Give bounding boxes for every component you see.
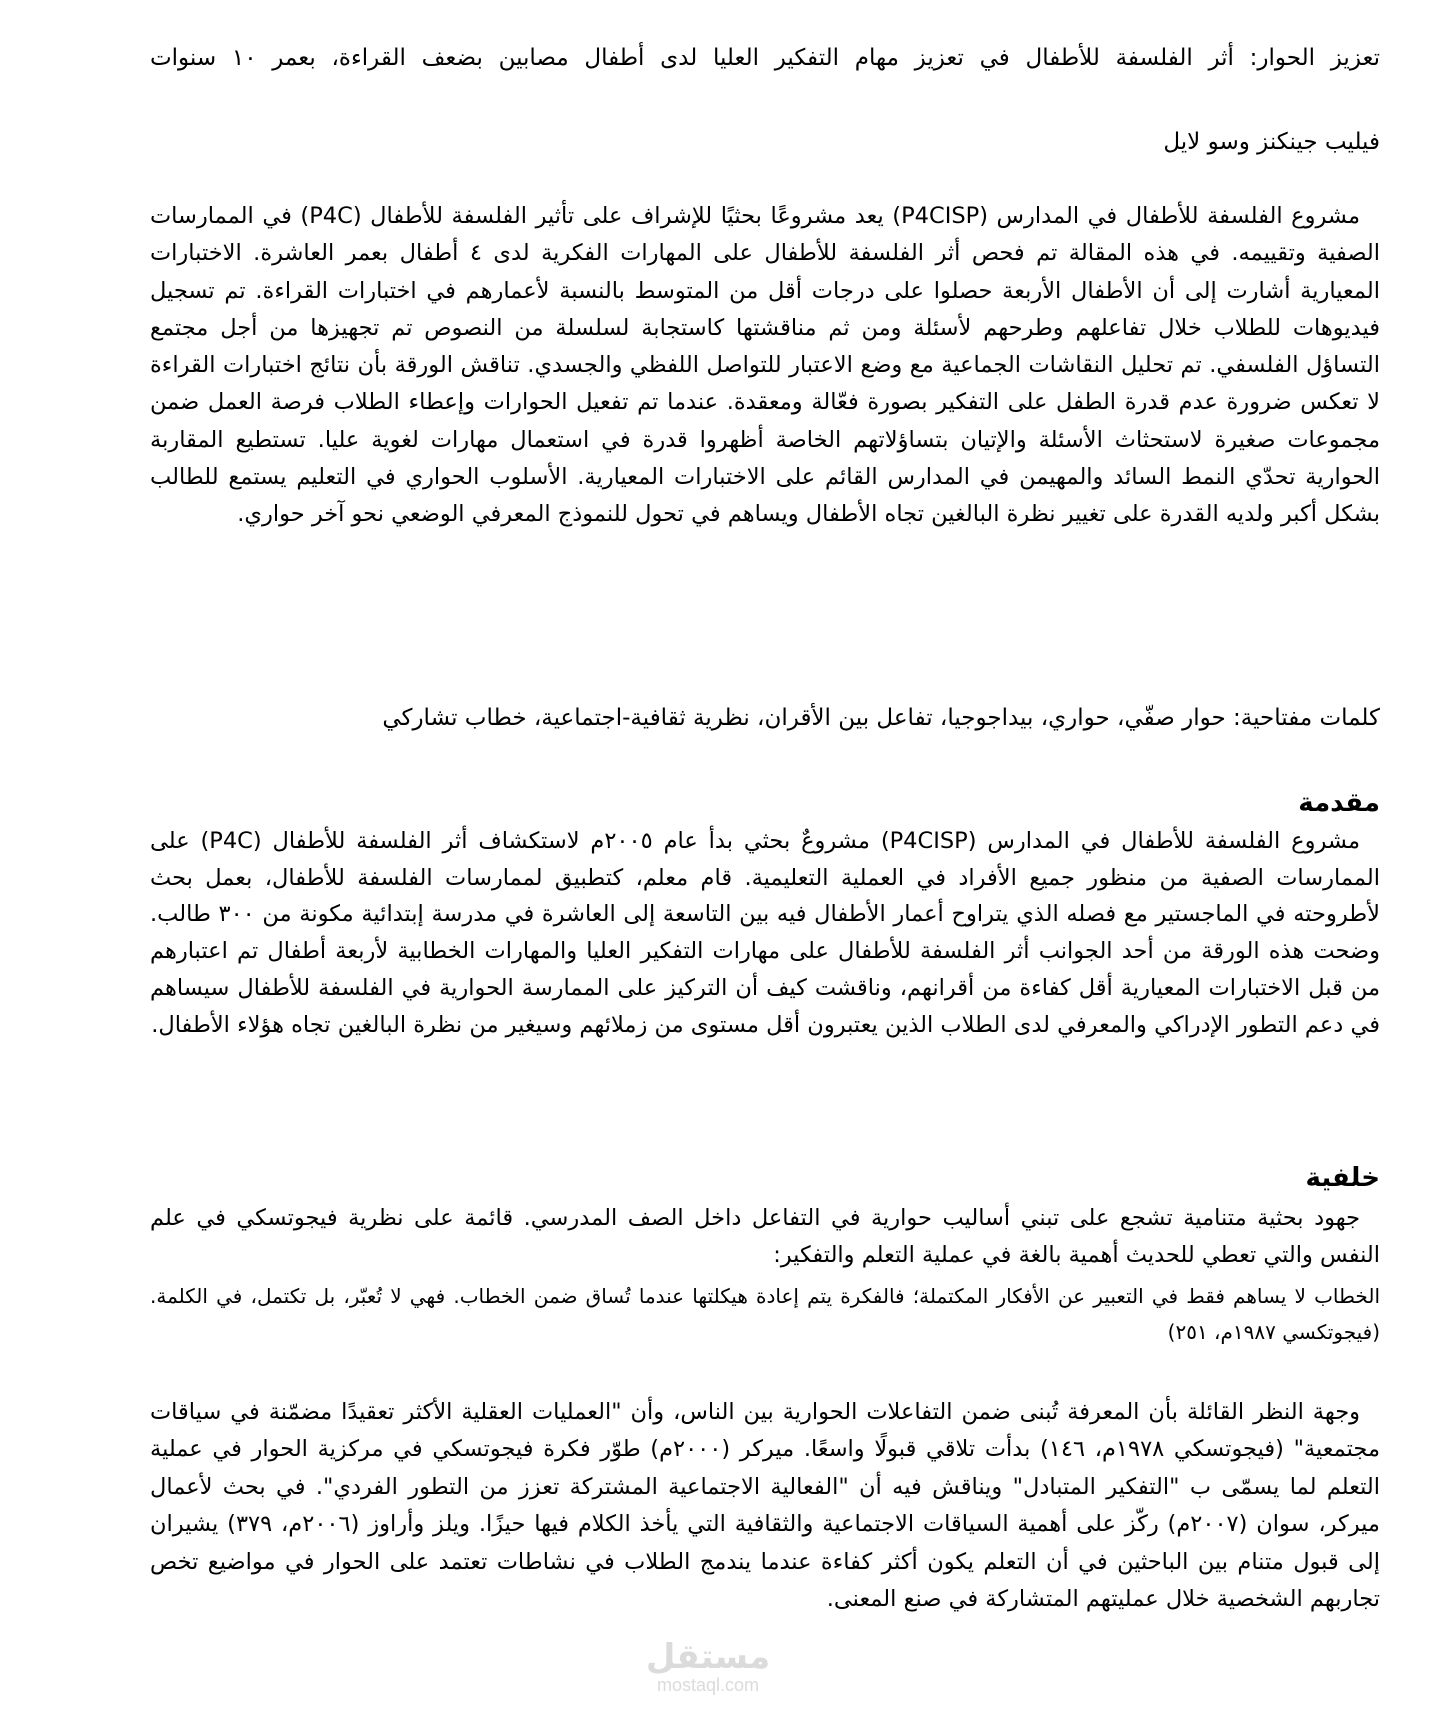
watermark-site: mostaql.com (656, 1675, 760, 1695)
mostaql-watermark (618, 1637, 798, 1696)
watermark-logo: مستقل (645, 1637, 771, 1677)
abstract-text: مشروع الفلسفة للأطفال في المدارس (P4CISP) يعد مشروعًا بحثيًا للإشراف على تأثير الفلسفة للأطفال (P4C) في الممارسات الصفية وتقييمه. في هذه المقالة تم فحص أثر الفلسفة للأطفال على المهارات الفكرية لدى ٤ أطفال بعمر العاشرة. الاختبارات المعيارية أشارت إلى أن الأطفال الأربعة حصلوا على درجات أقل من المتوسط بالنسبة لأعمارهم في اختبارات القراءة. تم تسجيل فيديوهات للطلاب خلال تفاعلهم وطرحهم لأسئلة ومن ثم مناقشتها كاستجابة لسلسلة من النصوص تم تجهيزها من أجل مجتمع التساؤل الفلسفي. تم تحليل النقاشات الجماعية مع وضع الاعتبار للتواصل اللفظي والجسدي. تناقش الورقة بأن نتائج اختبارات القراءة لا تعكس ضرورة عدم قدرة الطفل على التفكير بصورة فعّالة ومعقدة. عندما تم تفعيل الحوارات وإعطاء الطلاب فرصة العمل ضمن مجموعات صغيرة لاستحثاث الأسئلة والإتيان بتساؤلاتهم الخاصة أظهروا قدرة في استعمال مهارات لغوية عليا. تستطيع المقاربة الحوارية تحدّي النمط السائد والمهيمن في المدارس القائم على الاختبارات المعيارية. الأسلوب الحواري في التعليم يستمع للطالب بشكل أكبر ولديه القدرة على تغيير نظرة البالغين تجاه الأطفال ويساهم في تحول للنموذج المعرفي الوضعي نحو آخر حواري. (150, 203, 1381, 528)
document-title: تعزيز الحوار: أثر الفلسفة للأطفال في تعزيز مهام التفكير العليا لدى أطفال مصابين بضعف القراءة، بعمر ١٠ سنوات (150, 45, 1381, 71)
vygotsky-quote: الخطاب لا يساهم فقط في التعبير عن الأفكار المكتملة؛ فالفكرة يتم إعادة هيكلتها عندما تُساق ضمن الخطاب. فهي لا تُعبّر، بل تكتمل، في الكلمة. (فيجوتكسي ١٩٨٧م، ٢٥١) (150, 1284, 1380, 1344)
introduction-heading: مقدمة (1298, 788, 1380, 818)
final-text: وجهة النظر القائلة بأن المعرفة تُبنى ضمن التفاعلات الحوارية بين الناس، وأن "العمليات العقلية الأكثر تعقيدًا مضمّنة في سياقات مجتمعية" (فيجوتسكي ١٩٧٨م، ١٤٦) بدأت تلاقي قبولًا واسعًا. ميركر (٢٠٠٠م) طوّر فكرة فيجوتسكي في مركزية الحوار في عملية التعلم لما يسمّى ب "التفكير المتبادل" ويناقش فيه أن "الفعالية الاجتماعية المشتركة تعزز من التطور الفردي". في بحث لأعمال ميركر، سوان (٢٠٠٧م) ركّز على أهمية السياقات الاجتماعية والثقافية التي يأخذ الكلام فيها حيزًا. ويلز وأراوز (٢٠٠٦م، ٣٧٩) يشيران إلى قبول متنام بين الباحثين في أن التعلم يكون أكثر كفاءة عندما يندمج الطلاب في نشاطات تعتمد على الحوار في مواضيع تخص تجاربهم الشخصية خلال عمليتهم المتشاركة في صنع المعنى. (150, 1399, 1380, 1613)
authors-line: فيليب جينكنز وسو لايل (1163, 129, 1380, 155)
background-heading: خلفية (1305, 1163, 1380, 1193)
background-text: جهود بحثية متنامية تشجع على تبني أساليب حوارية في التفاعل داخل الصف المدرسي. قائمة على نظرية فيجوتسكي في علم النفس والتي تعطي للحديث أهمية بالغة في عملية التعلم والتفكير: (150, 1205, 1380, 1268)
keywords-line: كلمات مفتاحية: حوار صفّي، حواري، بيداجوجيا، تفاعل بين الأقران، نظرية ثقافية-اجتماعية، خطاب تشاركي (382, 705, 1380, 731)
introduction-text: مشروع الفلسفة للأطفال في المدارس (P4CISP) مشروعٌ بحثي بدأ عام ٢٠٠٥م لاستكشاف أثر الفلسفة للأطفال (P4C) على الممارسات الصفية من منظور جميع الأفراد في العملية التعليمية. قام معلم، كتطبيق لممارسات الفلسفة للأطفال، بعمل بحث لأطروحته في الماجستير مع فصله الذي يتراوح أعمار الأطفال فيه بين التاسعة إلى العاشرة في مدرسة إبتدائية مكونة من ٣٠٠ طالب. وضحت هذه الورقة من أحد الجوانب أثر الفلسفة للأطفال على مهارات التفكير العليا والمهارات الخطابية لأربعة أطفال تم اعتبارهم من قبل الاختبارات المعيارية أقل كفاءة من أقرانهم، وناقشت كيف أن التركيز على الممارسة الحوارية في الفلسفة للأطفال سيساهم في دعم التطور الإدراكي والمعرفي لدى الطلاب الذين يعتبرون أقل مستوى من زملائهم وسيغير من نظرة البالغين تجاه هؤلاء الأطفال. (150, 828, 1380, 1038)
abstract-paragraph (150, 198, 1380, 534)
final-paragraph (150, 1394, 1380, 1618)
introduction-paragraph (150, 823, 1380, 1043)
background-paragraph (150, 1200, 1380, 1273)
